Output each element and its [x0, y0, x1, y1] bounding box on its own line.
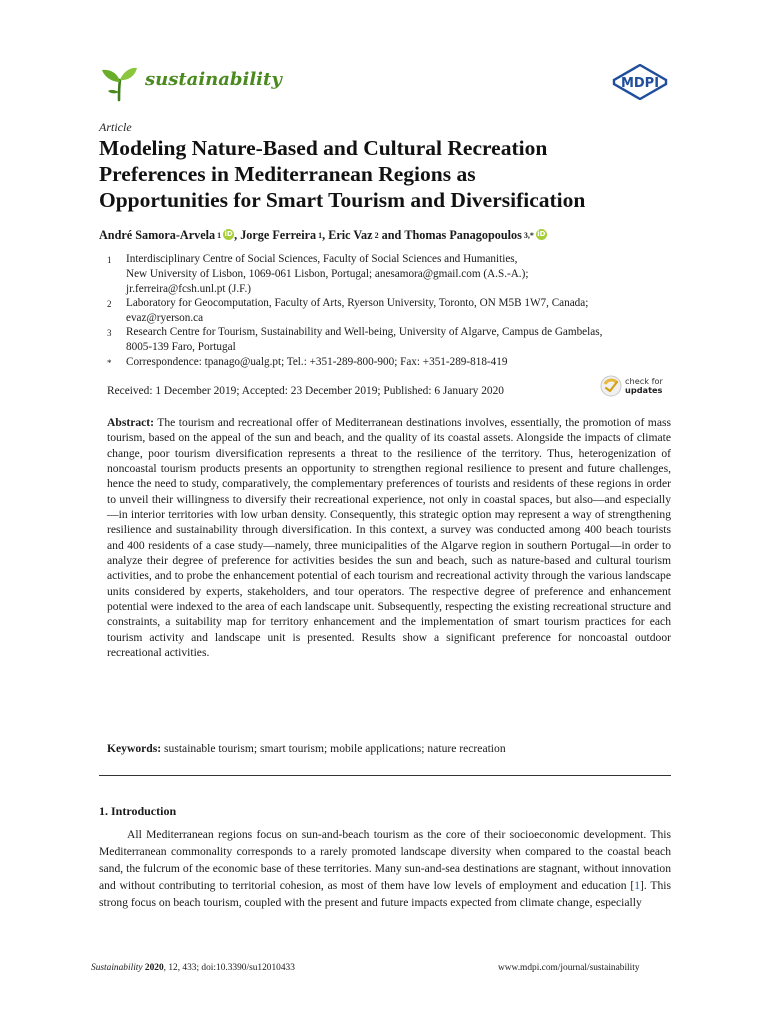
mdpi-logo[interactable] [612, 64, 668, 105]
keywords-label: Keywords: [107, 742, 162, 755]
affiliation-line: Laboratory for Geocomputation, Faculty of Arts, Ryerson University, Toronto, ON M5B 1W7, Canada; [126, 297, 589, 309]
title-line: Opportunities for Smart Tourism and Diversification [99, 188, 586, 212]
author-separator: , [322, 228, 329, 242]
journal-logo[interactable] [99, 62, 282, 102]
author-affiliation-marker: 1 [318, 231, 323, 240]
updates-label: updates [625, 385, 663, 395]
author-name: Jorge Ferreira [240, 228, 317, 242]
footer-journal: Sustainability [91, 963, 143, 973]
orcid-icon[interactable]: iD [537, 230, 546, 238]
affiliation-number: 3 [107, 328, 112, 338]
sprout-icon [99, 62, 139, 102]
intro-text-part: ]. This strong focus on beach tourism, coupled with the present and future impacts expected from climate change, especially [99, 879, 671, 910]
orcid-icon[interactable]: iD [224, 230, 233, 238]
author-name: André Samora-Arvela [99, 228, 216, 242]
check-updates-label: check for [625, 376, 663, 386]
keywords [107, 742, 506, 755]
title-line: Preferences in Mediterranean Regions as [99, 162, 476, 186]
publication-dates: Received: 1 December 2019; Accepted: 23 December 2019; Published: 6 January 2020 [107, 385, 504, 397]
affiliation-line: jr.ferreira@fcsh.unl.pt (J.F.) [126, 283, 251, 295]
author-name: Eric Vaz [328, 228, 373, 242]
affiliation-line: Research Centre for Tourism, Sustainability and Well-being, University of Algarve, Campus de Gambelas, [126, 326, 603, 338]
keywords-text: sustainable tourism; smart tourism; mobile applications; nature recreation [164, 742, 506, 755]
abstract-label: Abstract: [107, 416, 155, 429]
affiliation-number: * [107, 358, 112, 368]
mdpi-logo-text: MDPI [620, 76, 660, 91]
affiliation-line: evaz@ryerson.ca [126, 312, 204, 324]
author-affiliation-marker: 3,* [523, 231, 534, 240]
article-type: Article [99, 120, 132, 134]
footer-year: 2020 [144, 963, 164, 973]
affiliation-line: Correspondence: tpanago@ualg.pt; Tel.: +351-289-800-900; Fax: +351-289-818-419 [126, 356, 508, 368]
intro-text-part: All Mediterranean regions focus on sun-and-beach tourism as the core of their socioeconomic development. This Mediterranean commonality corresponds to a rarely promoted landscape diversity when compared to the coastal beach sand, the fulcrum of the economic base of these territories. Many sun-and-sea destinations are stagnant, without innovation and without contributing to territorial cohesion, as most of them have low levels of employment and education [ [99, 828, 671, 893]
abstract [107, 415, 671, 661]
check-updates-icon [600, 375, 622, 397]
check-for-updates-badge[interactable] [600, 375, 663, 397]
affiliation-line: Interdisciplinary Centre of Social Sciences, Faculty of Social Sciences and Humanities, [126, 253, 518, 265]
page-title [99, 135, 699, 213]
journal-name: sustainability [145, 68, 282, 90]
author-list [99, 228, 547, 243]
author-affiliation-marker: 2 [374, 231, 379, 240]
footer-citation-rest: , 12, 433; doi:10.3390/su12010433 [163, 963, 295, 973]
abstract-text: The tourism and recreational offer of Mediterranean destinations involves, essentially, the promotion of mass tourism, based on the appeal of the sun and beach, and the quality of its coastal assets. Alongside the impacts of climate change, poor tourism diversification represents a threat to the resilience of the territory. Thus, heterogenization of noncoastal tourism products presents an opportunity to strengthen regional resilience to present and future challenges, hence the need to study, comparatively, the complementary preferences of tourists and residents of these regions in order to unveil their willingness to diversify their recreational experience, not only in coastal spaces, but also—and especially—in interior territories with low urban density. Consequently, this strategic option may represent a way of strengthening resilience and sustainability through diversification. In this context, a survey was conducted among 400 beach tourists and 400 residents of a case study—namely, three municipalities of the Algarve region in southern Portugal—in order to analyze their degree of preference for activities besides the sun and beach, such as nature-based and cultural tourism activities, and to probe the enhancement potential of each tourism and recreational activity through the various landscape units considered by experts, stakeholders, and tour operators. The respective degree of preference and enhancement potential were indexed to the area of each landscape unit. Subsequently, respecting the existing recreational structure and constraints, a suitability map for territory enhancement and the implementation of smart tourism practices for each tourism activity and landscape unit is presented. Results show a significant preference for noncoastal outdoor recreational activities. [107, 416, 671, 660]
author-separator: and [378, 228, 405, 242]
affiliation-number: 1 [107, 255, 112, 265]
footer-url[interactable]: www.mdpi.com/journal/sustainability [498, 963, 640, 973]
introduction-paragraph [99, 826, 671, 911]
reference-link[interactable]: 1 [634, 879, 641, 893]
footer-citation [91, 963, 295, 973]
author-separator: , [234, 228, 241, 242]
divider [99, 775, 671, 776]
affiliation-line: 8005-139 Faro, Portugal [126, 341, 236, 353]
section-heading: 1. Introduction [99, 804, 177, 818]
title-line: Modeling Nature-Based and Cultural Recreation [99, 136, 548, 160]
affiliation-line: New University of Lisbon, 1069-061 Lisbon, Portugal; anesamora@gmail.com (A.S.-A.); [126, 268, 529, 280]
affiliation-number: 2 [107, 299, 112, 309]
author-name: Thomas Panagopoulos [404, 228, 522, 242]
author-affiliation-marker: 1 [217, 231, 222, 240]
